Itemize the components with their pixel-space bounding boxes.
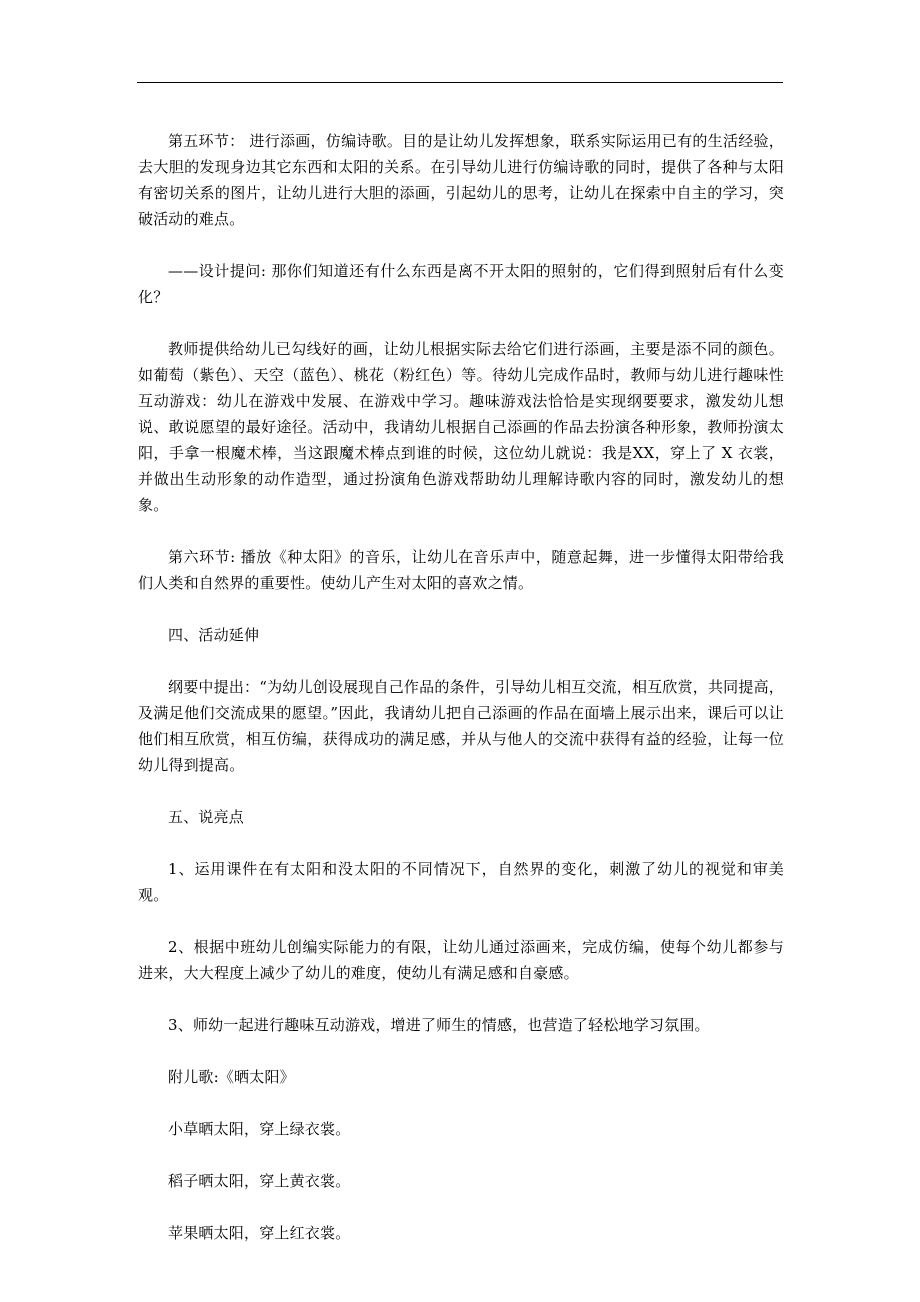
section-heading-extension: 四、活动延伸 <box>168 626 260 644</box>
paragraph-highlight-3: 3、师幼一起进行趣味互动游戏，增进了师生的情感，也营造了轻松地学习氛围。 <box>168 1016 710 1034</box>
song-line-1: 小草晒太阳，穿上绿衣裳。 <box>168 1120 351 1138</box>
paragraph-step-five: 第五环节： 进行添画，仿编诗歌。目的是让幼儿发挥想象，联系实际运用已有的生活经验，去大胆的发现身边其它东西和太阳的关系。在引导幼儿进行仿编诗歌的同时，提供了各种与太阳有密切关系的图片，让幼儿进行大胆的添画，引起幼儿的思考，让幼儿在探索中自主的学习，突破活动的难点。 <box>138 132 784 228</box>
header-rule <box>137 82 783 83</box>
paragraph-highlight-2: 2、根据中班幼儿创编实际能力的有限，让幼儿通过添画来，完成仿编，使每个幼儿都参与进来，大大程度上减少了幼儿的难度，使幼儿有满足感和自豪感。 <box>138 938 784 982</box>
song-line-3: 苹果晒太阳，穿上红衣裳。 <box>168 1224 351 1242</box>
paragraph-song-title: 附儿歌:《晒太阳》 <box>168 1068 295 1086</box>
paragraph-design-question: ——设计提问: 那你们知道还有什么东西是离不开太阳的照射的，它们得到照射后有什么变化？ <box>138 262 784 306</box>
paragraph-highlight-1: 1、运用课件在有太阳和没太阳的不同情况下，自然界的变化，刺激了幼儿的视觉和审美观。 <box>138 860 784 904</box>
section-heading-highlights: 五、说亮点 <box>168 808 245 826</box>
paragraph-extension: 纲要中提出：“为幼儿创设展现自己作品的条件，引导幼儿相互交流，相互欣赏，共同提高，及满足他们交流成果的愿望。”因此，我请幼儿把自己添画的作品在面墙上展示出来，课后可以让他们相互欣赏，相互仿编，获得成功的满足感，并从与他人的交流中获得有益的经验，让每一位幼儿得到提高。 <box>138 678 784 774</box>
song-line-2: 稻子晒太阳，穿上黄衣裳。 <box>168 1172 351 1190</box>
paragraph-step-six: 第六环节: 播放《种太阳》的音乐，让幼儿在音乐声中，随意起舞，进一步懂得太阳带给我们人类和自然界的重要性。使幼儿产生对太阳的喜欢之情。 <box>138 548 784 592</box>
paragraph-teacher-activity: 教师提供给幼儿已勾线好的画，让幼儿根据实际去给它们进行添画，主要是添不同的颜色。如葡萄（紫色）、天空（蓝色）、桃花（粉红色）等。待幼儿完成作品时，教师与幼儿进行趣味性互动游戏：幼儿在游戏中发展、在游戏中学习。趣味游戏法恰恰是实现纲要要求，激发幼儿想说、敢说愿望的最好途径。活动中，我请幼儿根据自己添画的作品去扮演各种形象，教师扮演太阳，手拿一根魔术棒，当这跟魔术棒点到谁的时候，这位幼儿就说：我是XX，穿上了 X 衣裳，并做出生动形象的动作造型，通过扮演角色游戏帮助幼儿理解诗歌内容的同时，激发幼儿的想象。 <box>138 340 784 514</box>
document-body <box>138 128 784 1272</box>
